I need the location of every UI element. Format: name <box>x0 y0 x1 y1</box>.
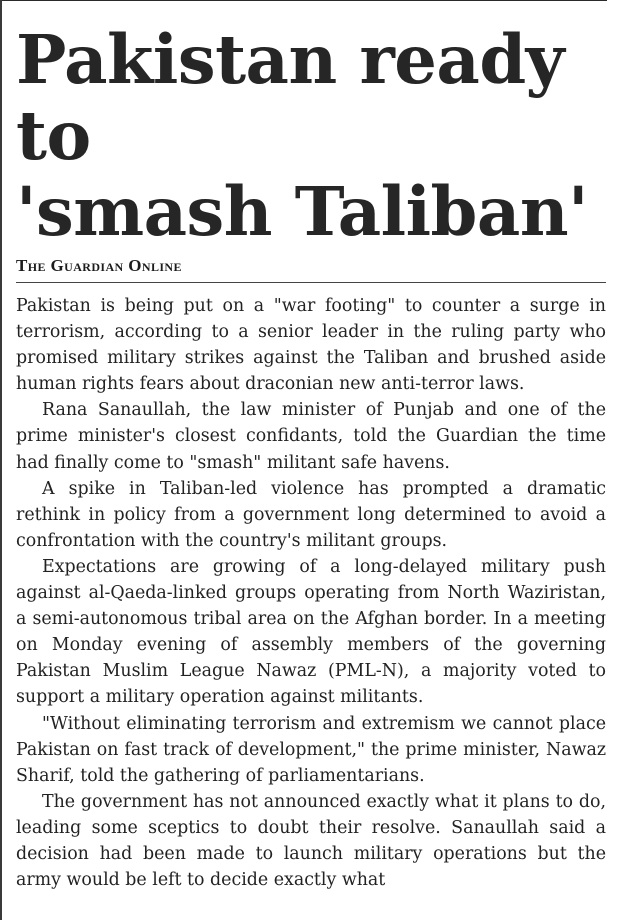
headline-line-2: 'smash Taliban' <box>16 172 589 251</box>
paragraph-6: The government has not announced exactly what it plans to do, leading some sceptics to doubt their resolve. Sanaullah said a decision had been made to launch military operations but the army would be left to decide exactly what <box>16 791 606 891</box>
news-article <box>16 22 606 893</box>
divider-rule <box>16 282 606 283</box>
headline <box>16 22 606 250</box>
article-body <box>16 293 606 893</box>
paragraph-3: A spike in Taliban-led violence has prompted a dramatic rethink in policy from a government long determined to avoid a confrontation with the country's militant groups. <box>16 478 606 551</box>
top-border <box>0 0 607 1</box>
paragraph-2: Rana Sanaullah, the law minister of Punjab and one of the prime minister's closest confidants, told the Guardian the time had finally come to "smash" militant safe havens. <box>16 400 606 473</box>
paragraph-1: Pakistan is being put on a "war footing" to counter a surge in terrorism, according to a senior leader in the ruling party who promised military strikes against the Taliban and brushed aside human rights fears about draconian new anti-terror laws. <box>16 296 606 395</box>
paragraph-5: "Without eliminating terrorism and extremism we cannot place Pakistan on fast track of development," the prime minister, Nawaz Sharif, told the gathering of parliamentarians. <box>16 713 606 786</box>
paragraph-4: Expectations are growing of a long-delayed military push against al-Qaeda-linked groups operating from North Waziristan, a semi-autonomous tribal area on the Afghan border. In a meeting on Monday evening of assembly members of the governing Pakistan Muslim League Nawaz (PML-N), a majority voted to support a military operation against militants. <box>16 556 606 708</box>
headline-line-1: Pakistan ready to <box>16 20 565 175</box>
left-border <box>0 0 2 920</box>
source-byline: The Guardian Online <box>16 256 182 275</box>
